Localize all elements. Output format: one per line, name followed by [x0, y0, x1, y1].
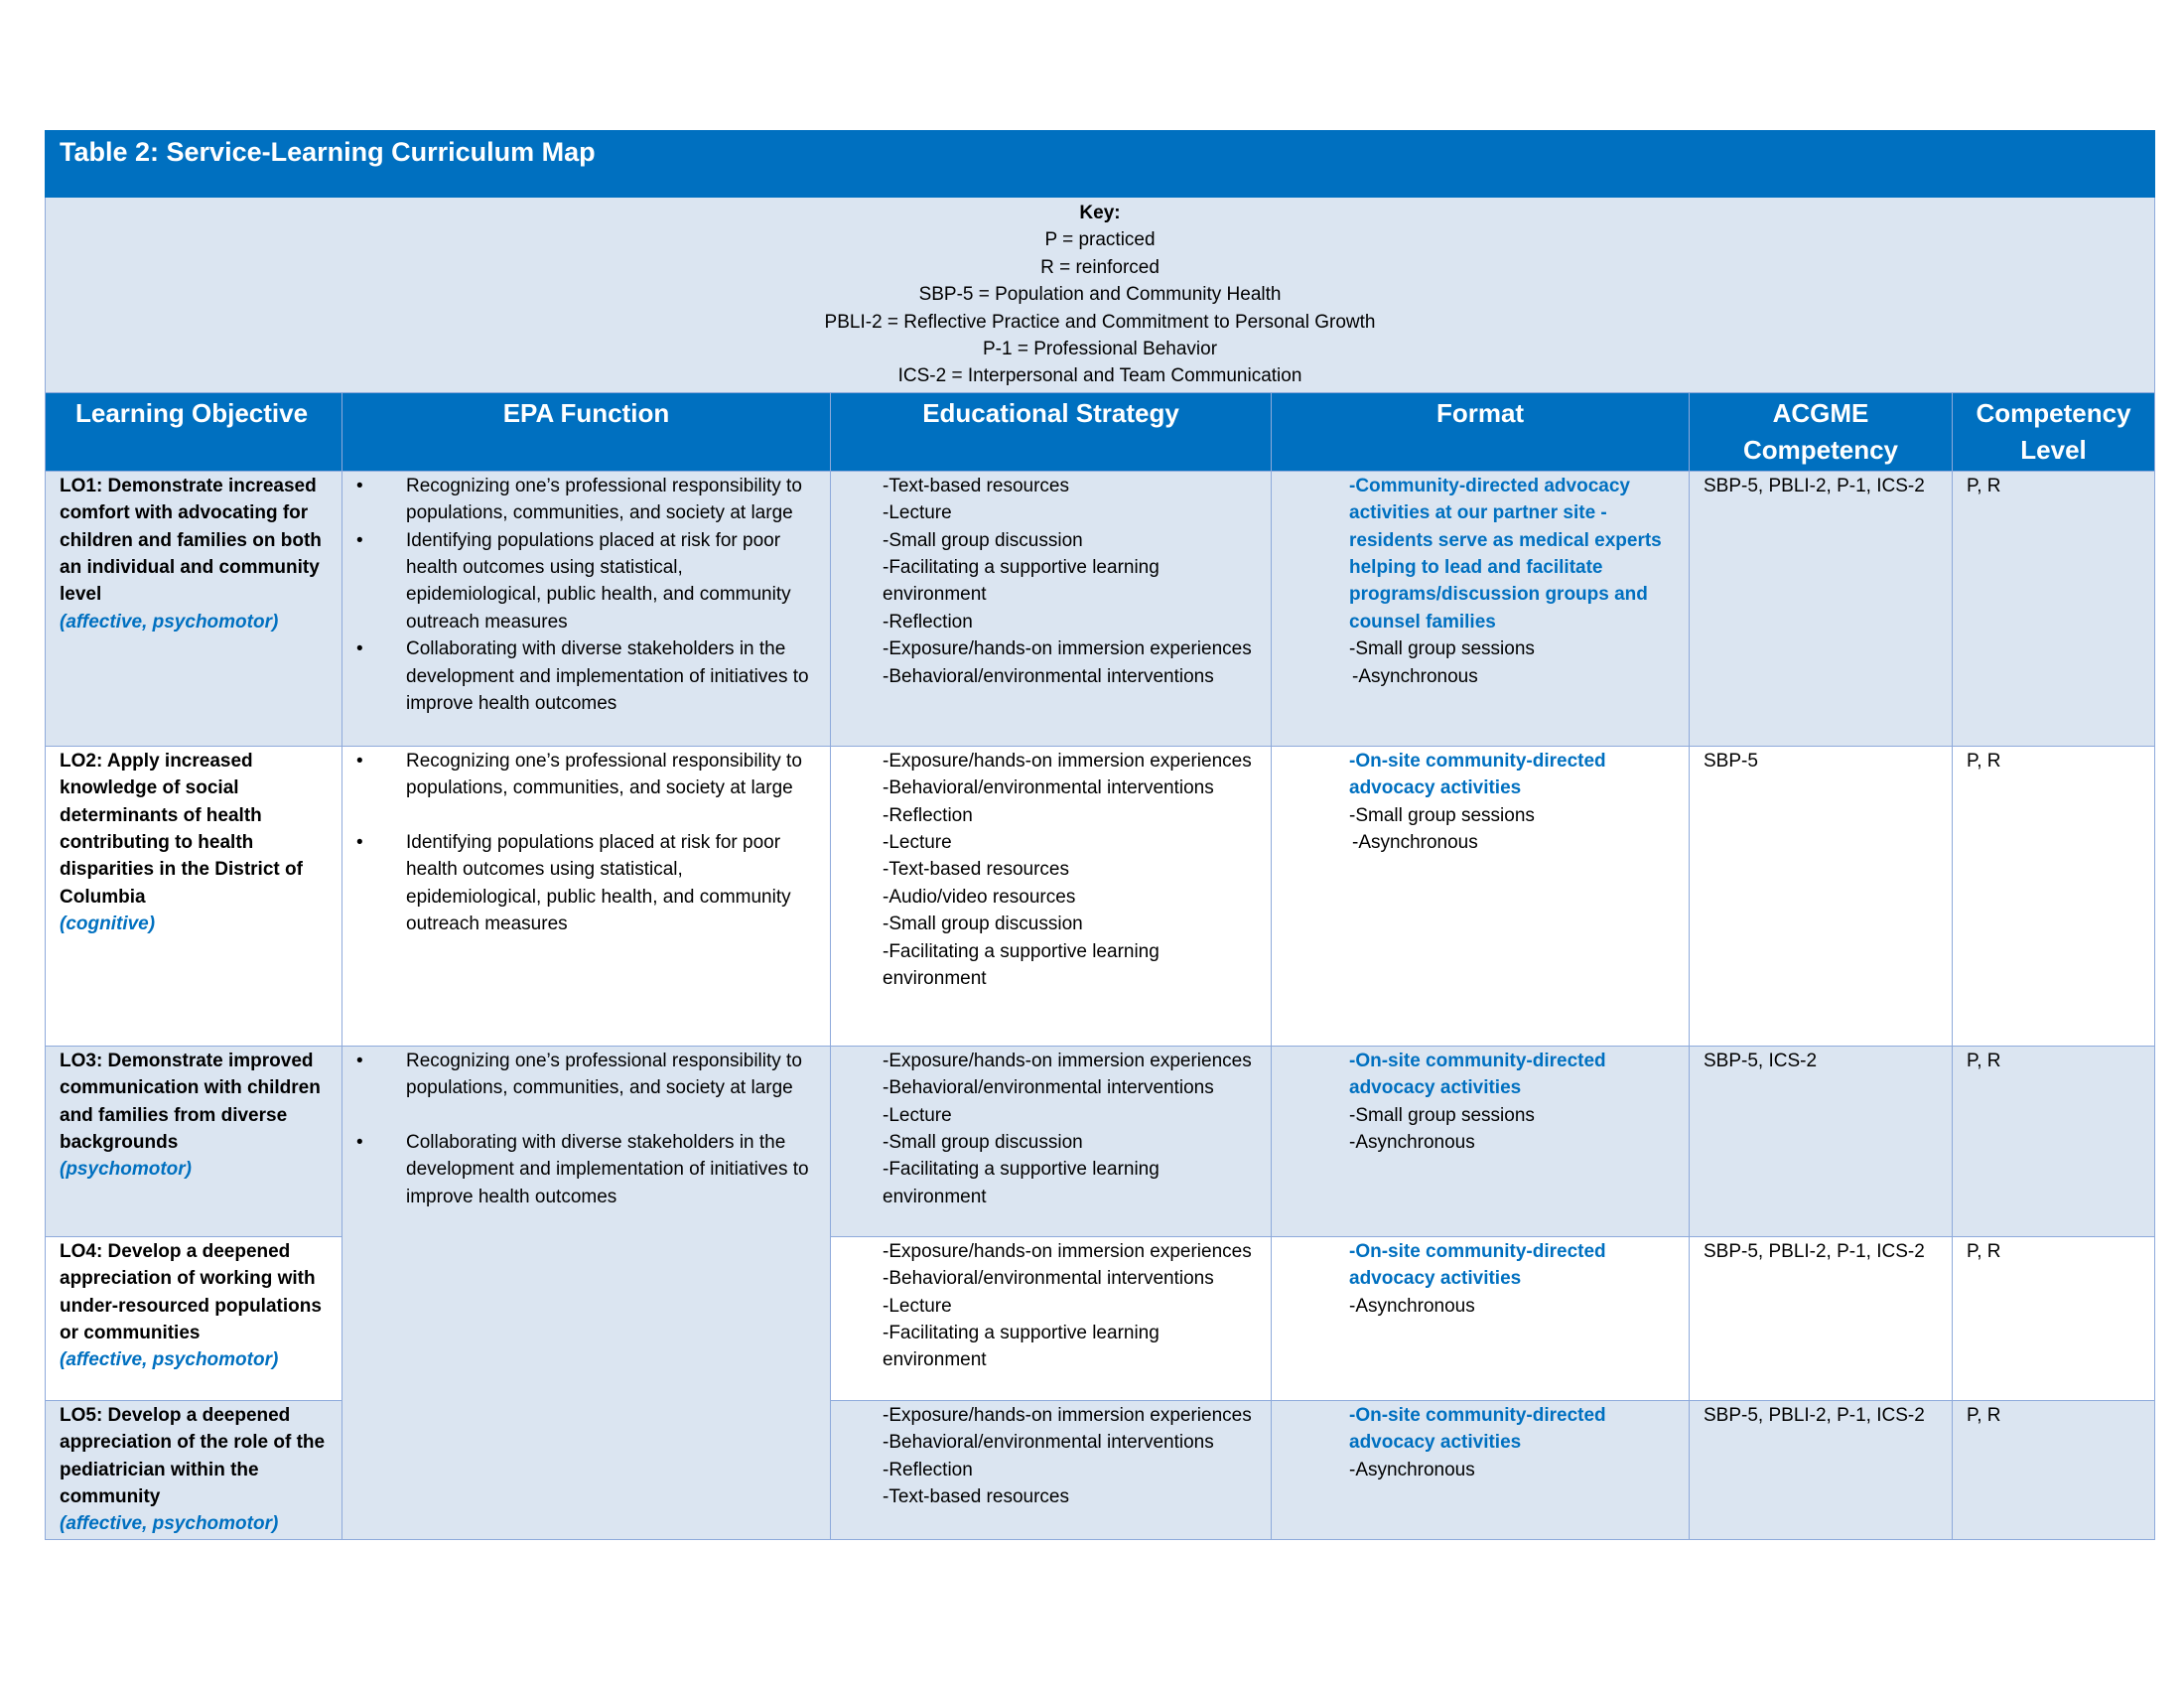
- table-row: [46, 471, 2155, 746]
- format-item: -Small group sessions: [1349, 1104, 1535, 1126]
- acgme-competency-cell: SBP-5: [1690, 746, 1953, 1046]
- epa-item: • Identifying populations placed at risk for poor health outcomes using statistical, epidemiological, public health, and community outreach measures: [356, 527, 822, 636]
- key-line: P-1 = Professional Behavior: [983, 339, 1218, 360]
- strategy-item: -Small group discussion: [883, 914, 1083, 935]
- header-epa-function: EPA Function: [342, 392, 831, 471]
- strategy-item: -Facilitating a supportive learning environment: [883, 1323, 1160, 1371]
- acgme-competency-cell: SBP-5, PBLI-2, P-1, ICS-2: [1690, 471, 1953, 746]
- objective-text: LO2: Apply increased knowledge of social determinants of health contributing to health disparities in the District of Columbia: [60, 750, 303, 908]
- format-item: -Asynchronous: [1352, 665, 1478, 687]
- table-title: Table 2: Service-Learning Curriculum Map: [46, 131, 2155, 198]
- header-competency-level: Competency Level: [1953, 392, 2155, 471]
- strategy-item: -Behavioral/environmental interventions: [883, 1077, 1214, 1099]
- curriculum-map-table: [45, 130, 2155, 1540]
- competency-level-cell: P, R: [1953, 1236, 2155, 1400]
- format-highlight: -On-site community-directed advocacy activities: [1349, 1240, 1606, 1290]
- objective-domain: (cognitive): [60, 914, 156, 935]
- format-highlight: -On-site community-directed advocacy activities: [1349, 1050, 1606, 1099]
- strategy-item: -Facilitating a supportive learning environment: [883, 557, 1160, 606]
- header-row: [46, 392, 2155, 471]
- header-learning-objective: Learning Objective: [46, 392, 342, 471]
- table-row: [46, 746, 2155, 1046]
- curriculum-map-document: [45, 130, 2154, 1540]
- format-cell: [1272, 1400, 1690, 1539]
- learning-objective-cell: [46, 1046, 342, 1236]
- objective-text: LO5: Develop a deepened appreciation of the role of the pediatrician within the community: [60, 1404, 326, 1508]
- format-cell: [1272, 471, 1690, 746]
- epa-item: • Collaborating with diverse stakeholders in the development and implementation of initiatives to improve health outcomes: [356, 635, 822, 717]
- strategy-item: -Small group discussion: [883, 529, 1083, 551]
- format-cell: [1272, 1046, 1690, 1236]
- epa-item: • Collaborating with diverse stakeholders in the development and implementation of initiatives to improve health outcomes: [356, 1129, 822, 1210]
- strategy-item: -Reflection: [883, 804, 973, 826]
- epa-item: • Identifying populations placed at risk for poor health outcomes using statistical, epidemiological, public health, and community outreach measures: [356, 829, 822, 938]
- strategy-item: -Reflection: [883, 1459, 973, 1480]
- table-row: [46, 1046, 2155, 1236]
- format-cell: [1272, 746, 1690, 1046]
- format-item: -Asynchronous: [1349, 1132, 1475, 1154]
- strategy-item: -Exposure/hands-on immersion experiences: [883, 1050, 1252, 1071]
- strategy-item: -Audio/video resources: [883, 886, 1076, 908]
- acgme-competency-cell: SBP-5, PBLI-2, P-1, ICS-2: [1690, 1236, 1953, 1400]
- strategy-item: -Reflection: [883, 611, 973, 633]
- key-heading: Key:: [1079, 203, 1121, 223]
- educational-strategy-cell: [831, 746, 1272, 1046]
- epa-function-cell: [342, 746, 831, 1046]
- format-highlight: -On-site community-directed advocacy activities: [1349, 750, 1606, 799]
- header-acgme-competency: ACGME Competency: [1690, 392, 1953, 471]
- educational-strategy-cell: [831, 1046, 1272, 1236]
- format-highlight: -Community-directed advocacy activities at our partner site - residents serve as medical experts helping to lead and facilitate programs/discussion groups and counsel families: [1349, 475, 1662, 633]
- epa-item: • Recognizing one’s professional responsibility to populations, communities, and society at large: [356, 748, 822, 802]
- format-item: -Small group sessions: [1349, 804, 1535, 826]
- acgme-competency-cell: SBP-5, PBLI-2, P-1, ICS-2: [1690, 1400, 1953, 1539]
- objective-domain: (affective, psychomotor): [60, 1513, 279, 1535]
- strategy-item: -Text-based resources: [883, 859, 1069, 881]
- strategy-item: -Behavioral/environmental interventions: [883, 665, 1214, 687]
- competency-level-cell: P, R: [1953, 746, 2155, 1046]
- epa-function-cell: [342, 471, 831, 746]
- key-line: P = practiced: [1044, 229, 1156, 251]
- epa-item: • Recognizing one’s professional responsibility to populations, communities, and society at large: [356, 1048, 822, 1102]
- strategy-item: -Behavioral/environmental interventions: [883, 1268, 1214, 1290]
- format-item: -Asynchronous: [1349, 1295, 1475, 1317]
- format-item: -Asynchronous: [1349, 1459, 1475, 1480]
- strategy-item: -Facilitating a supportive learning environment: [883, 1159, 1160, 1207]
- objective-text: LO3: Demonstrate improved communication with children and families from diverse backgrounds: [60, 1050, 321, 1154]
- key-legend: [46, 198, 2155, 393]
- strategy-item: -Lecture: [883, 1104, 952, 1126]
- format-highlight: -On-site community-directed advocacy activities: [1349, 1404, 1606, 1454]
- key-line: SBP-5 = Population and Community Health: [918, 284, 1282, 306]
- key-line: PBLI-2 = Reflective Practice and Commitment to Personal Growth: [824, 311, 1376, 333]
- educational-strategy-cell: [831, 471, 1272, 746]
- strategy-item: -Small group discussion: [883, 1132, 1083, 1154]
- format-cell: [1272, 1236, 1690, 1400]
- strategy-item: -Text-based resources: [883, 1486, 1069, 1508]
- format-item: -Asynchronous: [1352, 832, 1478, 854]
- learning-objective-cell: [46, 1400, 342, 1539]
- epa-function-cell: [342, 1046, 831, 1539]
- learning-objective-cell: [46, 746, 342, 1046]
- competency-level-cell: P, R: [1953, 1046, 2155, 1236]
- learning-objective-cell: [46, 471, 342, 746]
- epa-item: • Recognizing one’s professional responsibility to populations, communities, and society at large: [356, 473, 822, 527]
- key-line: ICS-2 = Interpersonal and Team Communication: [897, 365, 1302, 387]
- strategy-item: -Exposure/hands-on immersion experiences: [883, 638, 1252, 660]
- objective-text: LO1: Demonstrate increased comfort with advocating for children and families on both an individual and community level: [60, 475, 322, 606]
- key-line: R = reinforced: [1040, 256, 1160, 278]
- strategy-item: -Exposure/hands-on immersion experiences: [883, 1240, 1252, 1262]
- acgme-competency-cell: SBP-5, ICS-2: [1690, 1046, 1953, 1236]
- educational-strategy-cell: [831, 1236, 1272, 1400]
- strategy-item: -Exposure/hands-on immersion experiences: [883, 750, 1252, 772]
- objective-domain: (psychomotor): [60, 1159, 192, 1181]
- strategy-item: -Lecture: [883, 832, 952, 854]
- strategy-item: -Lecture: [883, 502, 952, 524]
- header-format: Format: [1272, 392, 1690, 471]
- strategy-item: -Facilitating a supportive learning environment: [883, 940, 1160, 990]
- educational-strategy-cell: [831, 1400, 1272, 1539]
- objective-domain: (affective, psychomotor): [60, 611, 279, 633]
- strategy-item: -Behavioral/environmental interventions: [883, 1432, 1214, 1454]
- strategy-item: -Behavioral/environmental interventions: [883, 777, 1214, 799]
- header-educational-strategy: Educational Strategy: [831, 392, 1272, 471]
- objective-text: LO4: Develop a deepened appreciation of working with under-resourced populations or communities: [60, 1240, 322, 1344]
- competency-level-cell: P, R: [1953, 471, 2155, 746]
- learning-objective-cell: [46, 1236, 342, 1400]
- strategy-item: -Lecture: [883, 1295, 952, 1317]
- strategy-item: -Text-based resources: [883, 475, 1069, 496]
- objective-domain: (affective, psychomotor): [60, 1349, 279, 1371]
- competency-level-cell: P, R: [1953, 1400, 2155, 1539]
- format-item: -Small group sessions: [1349, 638, 1535, 660]
- strategy-item: -Exposure/hands-on immersion experiences: [883, 1404, 1252, 1426]
